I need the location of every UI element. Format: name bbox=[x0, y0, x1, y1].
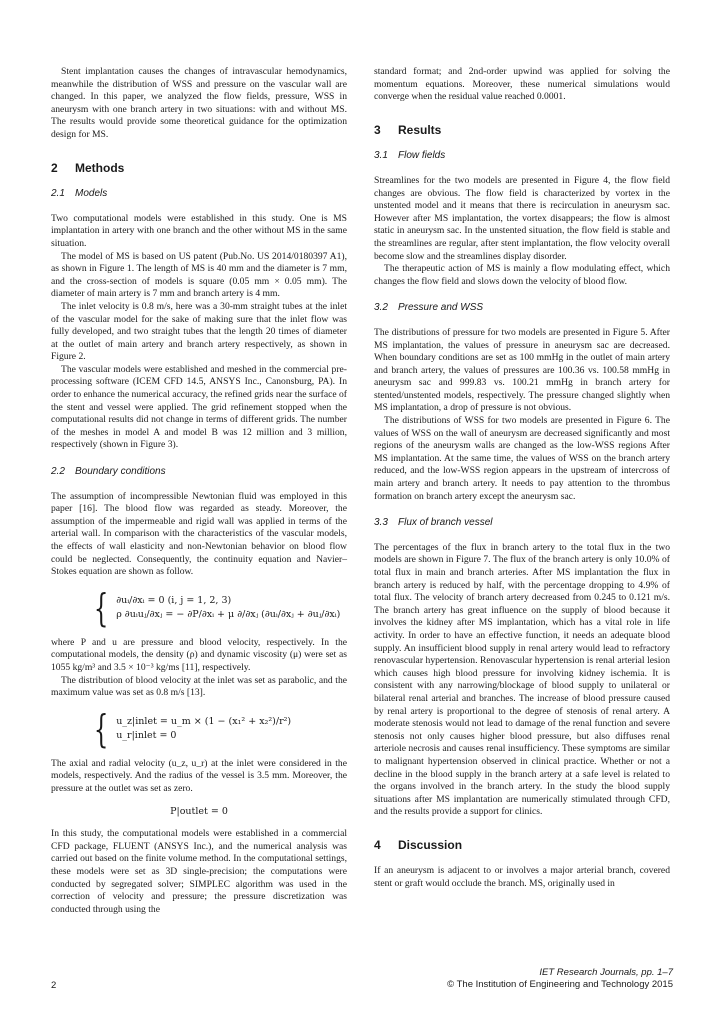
paragraph: The percentages of the flux in branch artery to the total flux in the two models are shown in Figure 7. The flux of the branch artery is only 10.0% of total flux in main and branch arteries. After MS implantation the flux in branch artery is reduced by half, with the percentage dropping to 4.9% of total flux. The velocity of branch artery decreased from 0.245 to 0.121 m/s. The branch artery has great influence on the supply of blood because it involves the kidney after MS implantation, which has a vital role in life activity. In order to have an effective function, it needs an adequate blood supply. An insufficient blood supply in renal artery would lead to refractory renovascular hypertension. Renovascular hypertension is renal arterial lesion which causes high blood pressure for involving kidney ischemia. It is consistent with any narrowing/blockage of blood supply to unilateral or bilateral renal arterial and branches. The increase of blood pressure caused by renal artery is proportional to the degree of stenosis of renal artery. A moderate stenosis would not lead to damage of the renal function and severe stenosis not only causes higher blood pressure, but also diffuses renal arteriole necrosis and causes renal insufficiency. These symptoms are similar to malignant hypertension observed in clinical practice. Whether or not a decline in the blood supply in the branch artery at a safe level is related to the organs involved in the branch artery. In the study the blood supply situations after MS implantation are numerically stimulated through CFD, and the results provide a support for clinics. bbox=[374, 541, 670, 818]
paragraph: The therapeutic action of MS is mainly a flow modulating effect, which changes the flow field and slows down the velocity of blood flow. bbox=[374, 263, 670, 287]
equation-line: ρ ∂uᵢuⱼ/∂xⱼ = − ∂P/∂xᵢ + μ ∂/∂xⱼ (∂uᵢ/∂xⱼ + ∂uⱼ/∂xᵢ) bbox=[116, 608, 341, 620]
subsection-title: Pressure and WSS bbox=[398, 302, 484, 314]
equation-line: u_z|inlet = u_m × (1 − (x₁² + x₂²)/r²) bbox=[116, 715, 292, 727]
subsection-title: Flux of branch vessel bbox=[398, 517, 493, 529]
paragraph: The distribution of blood velocity at the inlet was set as parabolic, and the maximum value was set as 0.8 m/s [13]. bbox=[51, 674, 347, 699]
left-column bbox=[51, 66, 347, 916]
subsection-heading-flow-fields bbox=[374, 150, 670, 163]
subsection-number: 3.3 bbox=[374, 517, 388, 529]
subsection-number: 3.2 bbox=[374, 302, 388, 314]
section-title: Discussion bbox=[398, 837, 463, 852]
paragraph: standard format; and 2nd-order upwind was applied for solving the momentum equations. Moreover, these numerical simulations would converge when the residual value reached 0.0001. bbox=[374, 66, 670, 103]
subsection-title: Boundary conditions bbox=[75, 466, 166, 478]
paragraph: where P and u are pressure and blood velocity, respectively. In the computational models, the density (ρ) and dynamic viscosity (μ) were set as 1055 kg/m³ and 3.5 × 10⁻³ kg/ms [11], respectively. bbox=[51, 636, 347, 673]
subsection-number: 2.2 bbox=[51, 466, 65, 478]
intro-paragraph: Stent implantation causes the changes of intravascular hemodynamics, meanwhile the distribution of WSS and pressure on the vascular wall are changed. In this paper, we analyzed the flow fields, pressure, WSS in aneurysm with one branch artery in two situations: with and without MS. The results would provide some theoretical guidance for the optimization design for MS. bbox=[51, 66, 347, 140]
equation-line: u_r|inlet = 0 bbox=[116, 729, 177, 741]
paragraph: The model of MS is based on US patent (Pub.No. US 2014/0180397 A1), as shown in Figure 1. The length of MS is 40 mm and the diameter is 7 mm, and the cross-section of models is square (0.05 mm × 0.05 mm). The diameter of main artery is 7 mm and branch artery is 4 mm. bbox=[51, 250, 347, 300]
paragraph: The inlet velocity is 0.8 m/s, here was a 30-mm straight tubes at the inlet of the vascular model for the sake of making sure that the inlet flow was fully developed, and two straight tubes that the length 20 times of diameter at the outlet of main artery and branch artery respectively, as shown in Figure 2. bbox=[51, 300, 347, 363]
footer-journal: IET Research Journals, pp. 1–7 bbox=[539, 967, 673, 978]
subsection-heading-models bbox=[51, 188, 347, 201]
section-heading-methods bbox=[51, 162, 347, 175]
paragraph: The distributions of pressure for two models are presented in Figure 5. After MS implantation, the values of pressure in aneurysm sac are decreased. When boundary conditions are set as 100 mmHg in the outlet of main artery and branch artery, the values of pressures are 100.36 vs. 100.58 mmHg in aneurysm sac and 999.83 vs. 100.21 mmHg in branch artery for stented/unstented models, respectively. The pressure changed slightly when MS implantation, a drop of pressure is not obvious. bbox=[374, 326, 670, 414]
equation-inlet-velocity bbox=[51, 706, 347, 751]
paragraph: In this study, the computational models were established in a commercial CFD package, FLUENT (ANSYS Inc.), and the numerical analysis was carried out based on the finite volume method. In the computational settings, these models were set as 3D single-precision; the computations were conducted by segregated solver; SIMPLEC algorithm was used in the correction of velocity and pressure; the pressure discretization was conducted through using the bbox=[51, 828, 347, 915]
section-number: 4 bbox=[374, 837, 381, 852]
subsection-heading-boundary-conditions bbox=[51, 466, 347, 479]
right-column bbox=[374, 66, 670, 891]
page-number: 2 bbox=[51, 980, 57, 991]
subsection-number: 2.1 bbox=[51, 188, 65, 200]
footer-copyright: © The Institution of Engineering and Technology 2015 bbox=[447, 979, 673, 990]
section-title: Methods bbox=[75, 160, 125, 175]
paragraph: The vascular models were established and meshed in the commercial pre-processing software (ICEM CFD 14.5, ANSYS Inc., Canonsburg, PA). In order to enhance the numerical accuracy, the refined grids near the surface of the stent and vessel were applied. The grid refinement stopped when the computational results did not change in terms of different grids. The number of the meshes in model A and model B was 12 million and 3 million, respectively (shown in Figure 3). bbox=[51, 363, 347, 451]
subsection-title: Flow fields bbox=[398, 150, 446, 162]
brace-glyph: { bbox=[93, 706, 109, 751]
subsection-heading-flux bbox=[374, 517, 670, 530]
equation-outlet-pressure: P|outlet = 0 bbox=[170, 805, 228, 817]
section-number: 3 bbox=[374, 122, 381, 137]
section-number: 2 bbox=[51, 160, 58, 175]
footer-journal-info bbox=[447, 967, 673, 991]
paragraph: The distributions of WSS for two models are presented in Figure 6. The values of WSS on the wall of aneurysm are decreased significantly and most regions of the aneurysm walls are changed as the low-WSS regions After MS implantation. At the same time, the values of WSS on the branch artery reduced, and the low-WSS region appears in the upstream of intercross of main artery and branch artery. It needs to pay attention to the thrombus formation on branch artery except the aneurysm sac. bbox=[374, 415, 670, 502]
equation-line: ∂uᵢ/∂xᵢ = 0 (i, j = 1, 2, 3) bbox=[116, 594, 232, 606]
equation-navier-stokes bbox=[51, 585, 347, 630]
section-title: Results bbox=[398, 122, 442, 137]
subsection-title: Models bbox=[75, 188, 108, 200]
subsection-number: 3.1 bbox=[374, 150, 388, 162]
section-heading-discussion bbox=[374, 839, 670, 852]
paragraph: The assumption of incompressible Newtonian fluid was employed in this paper [16]. The blood flow was regarded as steady. Moreover, the assumption of the impermeable and rigid wall was applied in terms of the arterial wall. In comparison with the characteristics of the vascular models, the effects of wall elasticity and non-Newtonian behavior on blood flow could be neglected. Consequently, the continuity equation and Navier–Stokes equation are shown as follow. bbox=[51, 490, 347, 578]
brace-glyph: { bbox=[93, 585, 109, 630]
subsection-heading-pressure-wss bbox=[374, 302, 670, 315]
section-heading-results bbox=[374, 124, 670, 137]
paragraph: The axial and radial velocity (u_z, u_r) at the inlet were considered in the models, respectively. And the radius of the vessel is 3.5 mm. Moreover, the pressure at the outlet was set as zero. bbox=[51, 757, 347, 794]
paragraph: Two computational models were established in this study. One is MS implantation in artery with one branch and the other without MS in the same situation. bbox=[51, 212, 347, 249]
paragraph: Streamlines for the two models are presented in Figure 4, the flow field changes are obvious. The flow field is characterized by vortex in the unstented model and it means that there is recirculation in aneurysm sac. However after MS implantation, the vortex disappears; the flow is almost static in aneurysm sac. In the unstented situation, the flow field is stable and the streamlines are regular, after stent implantation, the flow velocity overall become slow and the streamlines display disorder. bbox=[374, 174, 670, 262]
paragraph: If an aneurysm is adjacent to or involves a major arterial branch, covered stent or graft would occlude the branch. MS, originally used in bbox=[374, 865, 670, 890]
